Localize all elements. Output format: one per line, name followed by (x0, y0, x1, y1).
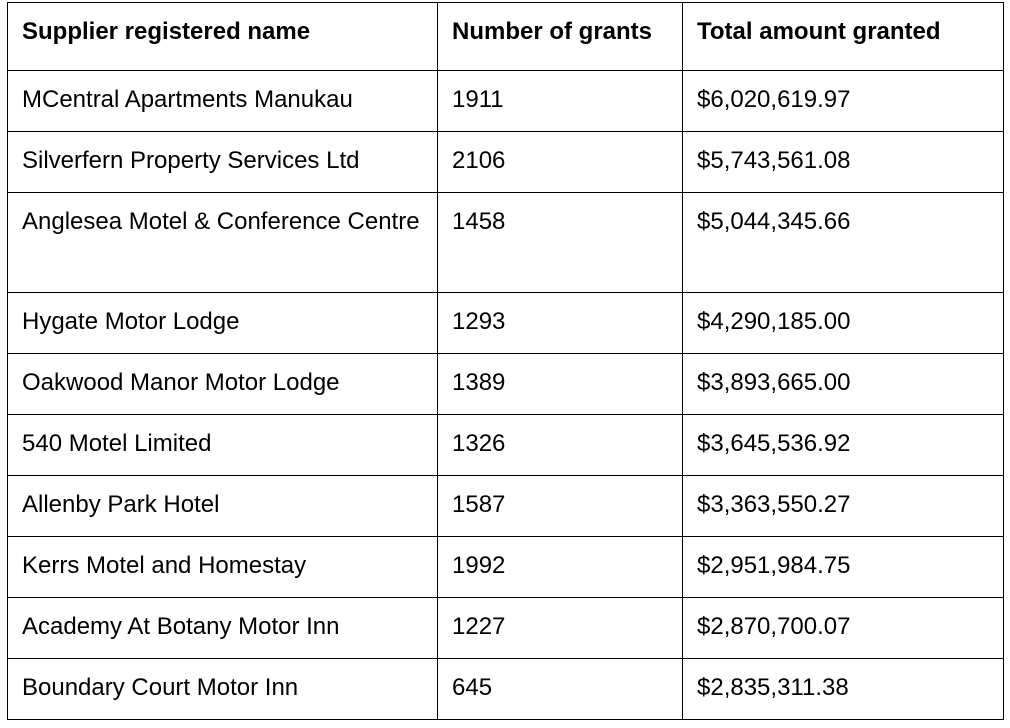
amount-cell: $5,743,561.08 (683, 132, 1004, 193)
header-number-of-grants: Number of grants (438, 3, 683, 71)
grant-count-cell: 1227 (438, 598, 683, 659)
supplier-name-cell: Anglesea Motel & Conference Centre (8, 193, 438, 293)
supplier-name-cell: Silverfern Property Services Ltd (8, 132, 438, 193)
amount-cell: $3,645,536.92 (683, 415, 1004, 476)
grant-count-cell: 1587 (438, 476, 683, 537)
amount-cell: $5,044,345.66 (683, 193, 1004, 293)
header-row (8, 3, 1004, 71)
amount-cell: $3,363,550.27 (683, 476, 1004, 537)
table-row (8, 354, 1004, 415)
grant-count-cell: 1326 (438, 415, 683, 476)
supplier-name-cell: Kerrs Motel and Homestay (8, 537, 438, 598)
amount-cell: $2,951,984.75 (683, 537, 1004, 598)
table-row (8, 537, 1004, 598)
amount-cell: $2,835,311.38 (683, 659, 1004, 720)
table-row (8, 71, 1004, 132)
amount-cell: $3,893,665.00 (683, 354, 1004, 415)
supplier-name-cell: Boundary Court Motor Inn (8, 659, 438, 720)
supplier-name-cell: Hygate Motor Lodge (8, 293, 438, 354)
supplier-name-cell: Oakwood Manor Motor Lodge (8, 354, 438, 415)
table-row (8, 659, 1004, 720)
table-row (8, 132, 1004, 193)
amount-cell: $2,870,700.07 (683, 598, 1004, 659)
grant-count-cell: 1458 (438, 193, 683, 293)
grants-table (7, 2, 1004, 720)
supplier-name-cell: MCentral Apartments Manukau (8, 71, 438, 132)
table-row (8, 598, 1004, 659)
table-row (8, 476, 1004, 537)
header-supplier-name: Supplier registered name (8, 3, 438, 71)
amount-cell: $4,290,185.00 (683, 293, 1004, 354)
supplier-name-cell: Academy At Botany Motor Inn (8, 598, 438, 659)
grant-count-cell: 1389 (438, 354, 683, 415)
table-row (8, 415, 1004, 476)
grant-count-cell: 1293 (438, 293, 683, 354)
supplier-name-cell: 540 Motel Limited (8, 415, 438, 476)
table-row (8, 193, 1004, 293)
grant-count-cell: 1911 (438, 71, 683, 132)
grant-count-cell: 645 (438, 659, 683, 720)
table-row (8, 293, 1004, 354)
grant-count-cell: 1992 (438, 537, 683, 598)
header-total-amount: Total amount granted (683, 3, 1004, 71)
amount-cell: $6,020,619.97 (683, 71, 1004, 132)
grant-count-cell: 2106 (438, 132, 683, 193)
supplier-name-cell: Allenby Park Hotel (8, 476, 438, 537)
